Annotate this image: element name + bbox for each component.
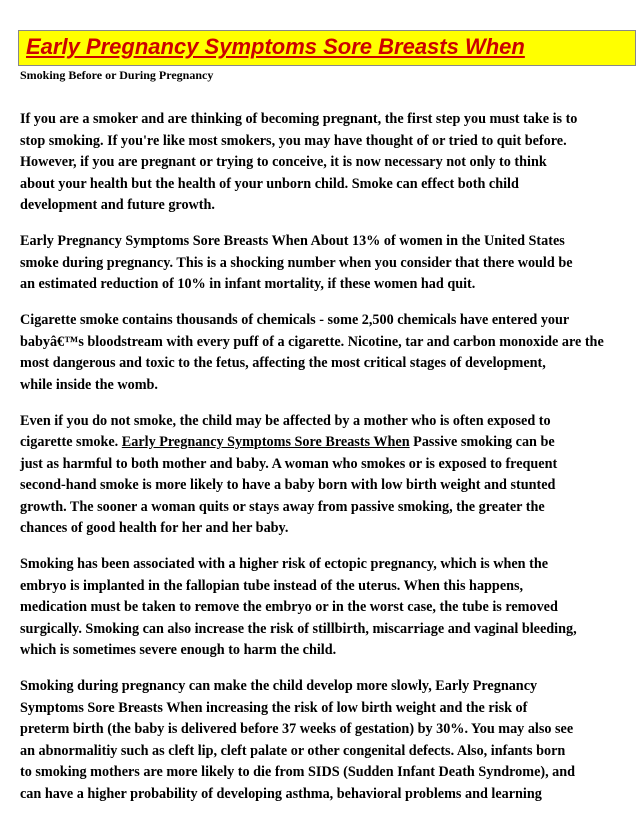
text-line: to smoking mothers are more likely to die from SIDS (Sudden Infant Death Syndrome), and (20, 764, 576, 780)
text-line: growth. The sooner a woman quits or stays away from passive smoking, the greater the (20, 498, 545, 515)
text-line: smoke during pregnancy. This is a shocking number when you consider that there would be (20, 254, 573, 271)
text-line: can have a higher probability of developing asthma, behavioral problems and learning (20, 785, 542, 802)
text-line: Early Pregnancy Symptoms Sore Breasts When About 13% of women in the United States (20, 233, 565, 249)
text-line: an estimated reduction of 10% in infant mortality, if these women had quit. (20, 276, 476, 292)
text-line: Even if you do not smoke, the child may be affected by a mother who is often exposed to (20, 412, 551, 429)
paragraph-1 (20, 109, 638, 217)
page-subtitle: Smoking Before or During Pregnancy (20, 68, 214, 82)
text-line: development and future growth. (20, 197, 215, 213)
paragraph-4 (20, 411, 638, 540)
text-line: most dangerous and toxic to the fetus, affecting the most critical stages of development, (20, 355, 546, 371)
text-line: second-hand smoke is more likely to have a baby born with low birth weight and stunted (20, 477, 556, 493)
paragraph-5 (20, 554, 638, 662)
text-line: stop smoking. If you're like most smokers, you may have thought of or tried to quit before. (20, 132, 567, 149)
text-line: If you are a smoker and are thinking of becoming pregnant, the first step you must take is to (20, 111, 578, 127)
text-line: while inside the womb. (20, 376, 158, 393)
text-line: Smoking has been associated with a higher risk of ectopic pregnancy, which is when the (20, 556, 549, 572)
text-line: Symptoms Sore Breasts When increasing the risk of low birth weight and the risk of (20, 699, 528, 716)
paragraph-6 (20, 676, 638, 805)
page-title[interactable]: Early Pregnancy Symptoms Sore Breasts When (26, 34, 525, 59)
text-line: babyâ€™s bloodstream with every puff of a cigarette. Nicotine, tar and carbon monoxide are the (20, 333, 604, 350)
text-line: an abnormalitiy such as cleft lip, cleft palate or other congenital defects. Also, infants born (20, 742, 566, 759)
text-segment: Passive smoking can be (409, 434, 555, 450)
article-body (20, 109, 638, 820)
text-line: medication must be taken to remove the embryo or in the worst case, the tube is removed (20, 599, 558, 615)
text-line: embryo is implanted in the fallopian tube instead of the uterus. When this happens, (20, 577, 524, 594)
text-line-with-link (20, 432, 638, 454)
text-line: chances of good health for her and her baby. (20, 520, 289, 536)
text-line: which is sometimes severe enough to harm the child. (20, 642, 337, 658)
text-line: However, if you are pregnant or trying to conceive, it is now necessary not only to think (20, 154, 547, 170)
title-banner (18, 30, 636, 66)
text-line: preterm birth (the baby is delivered before 37 weeks of gestation) by 30%. You may also see (20, 721, 574, 737)
text-line: Smoking during pregnancy can make the child develop more slowly, Early Pregnancy (20, 678, 538, 694)
text-line: surgically. Smoking can also increase the risk of stillbirth, miscarriage and vaginal bleeding, (20, 620, 577, 637)
text-segment: cigarette smoke. (20, 434, 122, 450)
text-line: just as harmful to both mother and baby. A woman who smokes or is exposed to frequent (20, 455, 558, 472)
paragraph-2 (20, 231, 638, 296)
text-line: Cigarette smoke contains thousands of chemicals - some 2,500 chemicals have entered your (20, 312, 570, 328)
inline-link[interactable]: Early Pregnancy Symptoms Sore Breasts When (121, 434, 410, 450)
paragraph-3 (20, 310, 638, 396)
text-line: about your health but the health of your unborn child. Smoke can effect both child (20, 175, 519, 192)
